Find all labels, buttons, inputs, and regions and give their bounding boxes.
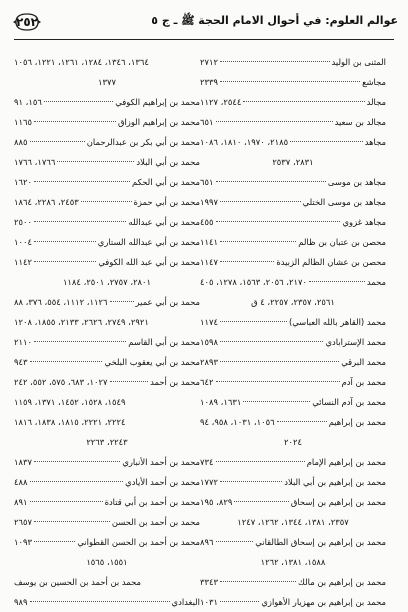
index-entry [200,212,386,232]
entry-pages: ١١٧٤ [200,317,218,327]
entry-pages: ١٩٩٧ [200,197,218,207]
leader-dots [220,201,301,202]
leader-dots [34,541,75,542]
leader-dots [34,261,96,262]
index-entry [200,72,386,92]
entry-pages: ١١٦٥ [14,117,32,127]
leader-dots [220,261,274,262]
index-entry [14,532,200,552]
index-entry [200,392,386,412]
index-entry [14,292,200,312]
entry-pages: ٤٥٥ [200,217,214,227]
entry-name: محمد بن أبي القاسم [128,337,200,347]
entry-name: محمد الإسترابادي [325,337,386,347]
leader-dots [309,281,365,282]
page-number: ٢٥٢ [16,15,38,29]
entry-pages: ٦٤٢ [200,377,214,387]
entry-name: مجاشع [362,77,386,87]
entry-pages: ٣٣٤٣ [200,577,218,587]
entry-pages: ٨٩١ [14,497,28,507]
entry-name: محصن بن عشان الظالم الزبيدة [276,257,386,267]
leader-dots [34,221,126,222]
entry-name: محمد بن إبراهيم بن مهزيار الأهوازي [261,597,386,607]
leader-dots [220,601,259,602]
leader-dots [220,341,323,342]
entry-name: محمد بن أبي يعقوب البلخي [104,357,200,367]
leader-dots [30,141,85,142]
leader-dots [220,321,287,322]
index-entry [200,172,386,192]
entry-pages: ١٧٧٢ [200,477,218,487]
index-entry [14,372,200,392]
index-entry [200,372,386,392]
page-list-continuation: ٢٨٣١، ٢٥٣٧ [272,157,314,167]
leader-dots [216,181,326,182]
index-entry [14,152,200,172]
page-list-continuation: ١٥٥١، ١٥٦٥ [86,557,128,567]
entry-name: محمد بن إبراهيم الوزاق [117,117,200,127]
index-entry-name-line: محمد بن أحمد بن الحسين بن يوسف [14,577,141,587]
entry-name: محمد بن أحمد الأنباري [122,457,200,467]
index-entry [200,472,386,492]
index-entry [14,472,200,492]
entry-pages: ٩٤٣ [14,357,28,367]
leader-dots [220,481,282,482]
entry-pages: ٦٥١ [200,177,214,187]
index-entry [200,532,386,552]
leader-dots [234,501,289,502]
entry-name: محمد بن أبي عبدالله [128,217,200,227]
entry-name: محمد بن إبراهيم بن أبي البلاد [284,477,386,487]
header-title: عوالم العلوم: في أحوال الامام الحجة ﷺ ـ ج ٥ [151,14,398,27]
index-entry [14,132,200,152]
page-list-continuation: ١٥٤٩، ١٥٢٨، ١٤٥٢، ١٣٧١، ١١٥٩ [14,397,126,407]
leader-dots [243,401,310,402]
entry-name: محمد بن إبراهيم بن إسحاق الطالقاني [255,537,386,547]
entry-pages: ٨٢٩، ١٩٥ [200,497,233,507]
index-entry [14,212,200,232]
page-list-continuation: ١٣٧٧ [98,77,116,87]
index-entry [14,492,200,512]
entry-name: محمد بن أبي البلاد [136,157,200,167]
entry-name: محمد بن أحمد [150,377,200,387]
leader-dots [34,121,116,122]
entry-pages: ١٦٢٠ [14,177,32,187]
entry-name: محمد بن أبي عمير [135,297,200,307]
leader-dots [44,101,113,102]
entry-pages: ١١٤٧ [200,257,218,267]
leader-dots [57,161,134,162]
index-entry [200,572,386,592]
index-entry [200,132,386,152]
entry-name: محمد بن أبي الحكم [132,177,200,187]
entry-name: محمد بن آدم النسائي [312,397,386,407]
leader-dots [243,101,364,102]
index-entry [14,332,200,352]
entry-name: محمد بن إبراهيم الإمام [306,457,386,467]
index-entry [14,232,200,252]
entry-pages: ١٠٣١ [200,597,218,607]
entry-pages: ٢٣٣٩ [200,77,218,87]
leader-dots [110,301,134,302]
page-list-continuation: ٢٢٤٣، ٢٢٦٣ [86,437,128,447]
entry-pages: ٢١٧٠، ٢٠٥٦، ١٥٦٣، ١٢٧٨، ٤٠٥ [200,277,307,287]
leader-dots [216,381,340,382]
index-entry [14,192,200,212]
page-list-continuation: ٢٨٠١، ٢٧٥٧، ٢٥٠١، ١١٨٤ [62,277,152,287]
entry-name: مجاهد بن موسى [327,177,386,187]
entry-name: محمد بن إبراهيم بن إسحاق [290,497,386,507]
entry-pages: ٢٥٤٤، ١١٢٧ [200,97,242,107]
index-entry [200,112,386,132]
page-list-continuation: ٢٢٢٤، ٢٢٢١، ١٨١٥، ١٨٣٨، ١٨١٦ [14,417,126,427]
entry-name: محمد بن إبراهيم الكوفي [115,97,200,107]
entry-pages: ٧٣٤ [200,457,214,467]
leader-dots [110,381,149,382]
entry-pages: ١٨٣٧ [14,457,32,467]
entry-name: محمد بن أبي حمزة [133,197,200,207]
index-entry [200,492,386,512]
page-list-continuation: ١٥٨٨، ١٣٨١، ١٢٦٢ [260,557,326,567]
leader-dots [220,581,296,582]
header-rule [14,39,394,40]
page-list-continuation: ١٣٦٤، ١٣٤٦، ١٢٨٤، ١٢٦١، ١٢٢١، ١٠٥٦ [14,57,149,67]
entry-pages: ١٠٥٦، ١٠٣١، ٩٥٨، ٩٤ [200,417,275,427]
entry-name: محمد بن آدم [341,377,386,387]
running-header [12,8,398,36]
index-entry [200,92,386,112]
entry-pages: ١٥٩٨ [200,337,218,347]
entry-name: محمد بن أحمد بن أبي قتادة [104,497,200,507]
entry-name: محمد بن أحمد الأيادي [125,477,200,487]
index-entry [200,352,386,372]
leader-dots [81,201,132,202]
entry-pages: ٢٥٠٠ [14,217,32,227]
page-list-continuation: ٢٥٦١، ٢٣٥٧، ٢٢٥٧، ٤ ق [251,297,335,307]
entry-name: مجالد بن سعيد [334,117,386,127]
index-entry [200,272,386,292]
entry-name: محمد بن أحمد بن الحسن القطواني [77,537,200,547]
leader-dots [216,221,341,222]
index-entry [14,452,200,472]
entry-name: محمد بن أبي عبد الله الكوفي [98,257,200,267]
leader-dots [220,61,330,62]
index-entry [200,232,386,252]
leader-dots [290,141,363,142]
entry-pages: ١٠٢٧، ٦٨٣، ٥٧٥، ٥٥٢، ٢٤٢ [14,377,108,387]
leader-dots [34,241,96,242]
entry-pages: ٢٦٥٧ [14,517,32,527]
leader-dots [216,121,333,122]
index-entry [14,592,200,612]
entry-pages: ١٠٩٣ [14,537,32,547]
entry-pages: ٢١١٠ [14,337,32,347]
entry-name: محمد بن أبي عبدالله الستاري [97,237,200,247]
index-entry [14,112,200,132]
entry-pages: ١١٤١ [200,237,218,247]
entry-pages: ٩٨٩ [14,597,28,607]
leader-dots [277,421,327,422]
leader-dots [30,601,170,602]
leader-dots [216,461,305,462]
leader-dots [220,81,360,82]
entry-pages: ١١٢٦، ١١١٢، ٥٥٤، ٣٧٦، ٨٨ [14,297,108,307]
index-entry [200,332,386,352]
entry-name: البغدادي [171,597,200,607]
entry-pages: ٢٧١٢ [200,57,218,67]
index-entry [14,352,200,372]
leader-dots [30,481,124,482]
leader-dots [34,181,130,182]
index-column-right [200,52,386,612]
index-entry [200,252,386,272]
entry-name: مجاهد غزوي [342,217,386,227]
entry-name: محمد بن إبراهيم بن مالك [298,577,386,587]
entry-name: محمد بن أحمد بن الحسن [111,517,200,527]
page-list-continuation: ٢٩٢١، ٢٧٤٩، ٢٦٢٦، ٢١٣٣، ١٨٥٥، ١٢٠٨ [14,317,149,327]
leader-dots [34,461,120,462]
index-entry [200,312,386,332]
entry-pages: ١٦٣١، ١٠٨٩ [200,397,242,407]
page-number-badge [12,11,42,33]
entry-pages: ٢٤٥٣، ٢٢٨٦، ١٨٦٤ [14,197,79,207]
entry-name: محمد بن أبي بكر بن عبدالرحمان [86,137,200,147]
entry-name: محصن بن عتبان بن ظالم [298,237,386,247]
entry-name: محمد [366,277,386,287]
leader-dots [34,341,126,342]
page-list-continuation: ٢٠٢٤ [284,437,302,447]
index-entry [14,512,200,532]
index-entry [14,172,200,192]
index-entry [14,252,200,272]
entry-pages: ١٧٦٦، ١٧٦٦ [14,157,56,167]
page-list-continuation: ٢٣٥٧، ١٣٨١، ١٣٤٤، ١٢٦٢، ١٢٤٧ [237,517,349,527]
entry-pages: ٨٨٥ [14,137,28,147]
leader-dots [30,361,103,362]
entry-pages: ٦٥١ [200,117,214,127]
entry-name: مجاهد [364,137,386,147]
leader-dots [30,501,103,502]
entry-pages: ٨٩٦ [200,537,214,547]
index-entry [200,412,386,432]
entry-name: المثنى بن الوليد [331,57,386,67]
index-entry [200,192,386,212]
index-entry [200,452,386,472]
entry-name: محمد بن إبراهيم [328,417,386,427]
entry-pages: ٢٨٩٣ [200,357,218,367]
index-entry [200,52,386,72]
entry-pages: ٤٨٨ [14,477,28,487]
leader-dots [220,361,339,362]
leader-dots [216,541,254,542]
entry-pages: ١٠٠٤ [14,237,32,247]
index-entry [14,92,200,112]
leader-dots [220,241,296,242]
leader-dots [34,521,110,522]
entry-name: محمد البرقي [341,357,386,367]
index-entry [200,592,386,612]
entry-name: مجاهد بن موسى الختلي [302,197,386,207]
entry-pages: ١٥٦، ٩١ [14,97,42,107]
entry-pages: ١١٤٢ [14,257,32,267]
entry-name: محمد (القاهر بالله العباسي) [288,317,386,327]
entry-pages: ٢١٨٥، ١٩٧٠، ١٨١٠، ١٠٨٦ [200,137,289,147]
index-column-left [14,52,200,612]
entry-name: مجالد [366,97,386,107]
